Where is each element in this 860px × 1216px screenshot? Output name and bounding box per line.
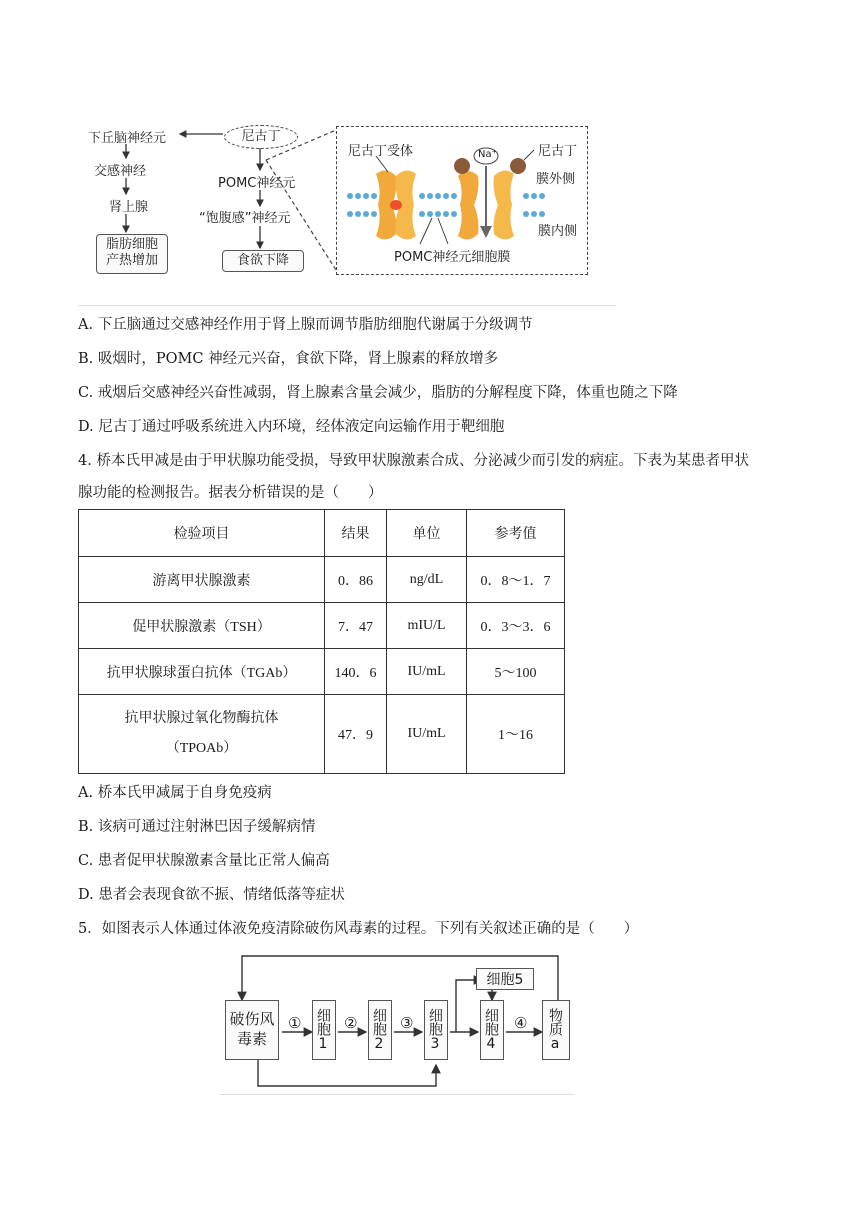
cell-item: 游离甲状腺激素 bbox=[79, 557, 325, 603]
cell-item: 促甲状腺激素（TSH） bbox=[79, 603, 325, 649]
q4-option-c: C. 患者促甲状腺激素含量比正常人偏高 bbox=[78, 853, 330, 869]
header-unit: 单位 bbox=[387, 510, 467, 557]
header-item: 检验项目 bbox=[79, 510, 325, 557]
table-row bbox=[79, 695, 565, 774]
diagram-divider bbox=[220, 1094, 574, 1095]
q3-option-b: B. 吸烟时，POMC 神经元兴奋，食欲下降，肾上腺素的释放增多 bbox=[78, 351, 499, 367]
q5-stem: 5．如图表示人体通过体液免疫清除破伤风毒素的过程。下列有关叙述正确的是（ ） bbox=[78, 921, 639, 937]
table-header-row bbox=[79, 510, 565, 557]
cell-unit: ng/dL bbox=[387, 557, 467, 603]
step-2-label: ② bbox=[344, 1014, 358, 1032]
header-result: 结果 bbox=[325, 510, 387, 557]
header-reference: 参考值 bbox=[467, 510, 565, 557]
cell-unit: IU/mL bbox=[387, 695, 467, 774]
step-4-label: ④ bbox=[514, 1014, 528, 1032]
cell-item-line2: （TPOAb） bbox=[165, 741, 238, 756]
pathway-arrows bbox=[80, 120, 340, 280]
sodium-ion-label: Na⁺ bbox=[478, 149, 497, 160]
substance-a-box: 物质a bbox=[542, 1000, 570, 1060]
cell-reference: 0．8～1．7 bbox=[467, 557, 565, 603]
thyroid-report-table bbox=[78, 509, 565, 774]
sympathetic-nerve-label: 交感神经 bbox=[94, 164, 147, 179]
q4-option-d: D. 患者会表现食欲不振、情绪低落等症状 bbox=[78, 887, 345, 903]
cell-item bbox=[79, 695, 325, 774]
step-3-label: ③ bbox=[400, 1014, 414, 1032]
hypothalamus-neuron-label: 下丘脑神经元 bbox=[88, 131, 167, 146]
step-1-label: ① bbox=[288, 1014, 302, 1032]
table-row bbox=[79, 603, 565, 649]
q4-option-b: B. 该病可通过注射淋巴因子缓解病情 bbox=[78, 819, 316, 835]
cell-4-box: 细胞4 bbox=[480, 1000, 504, 1060]
q4-stem-line1: 4. 桥本氏甲减是由于甲状腺功能受损，导致甲状腺激素合成、分泌减少而引发的病症。下表为某患者甲状 bbox=[78, 453, 749, 469]
cell-5-box: 细胞5 bbox=[476, 968, 534, 990]
pomc-neuron-label: POMC神经元 bbox=[218, 176, 296, 191]
cell-3-box: 细胞3 bbox=[424, 1000, 448, 1060]
table-row bbox=[79, 649, 565, 695]
q4-option-a: A. 桥本氏甲减属于自身免疫病 bbox=[78, 785, 272, 801]
fat-cell-line1: 脂肪细胞 bbox=[105, 237, 158, 252]
q3-option-c: C. 戒烟后交感神经兴奋性减弱，肾上腺素含量会减少，脂肪的分解程度下降，体重也随之下降 bbox=[78, 385, 678, 401]
fat-cell-line2: 产热增加 bbox=[105, 253, 158, 268]
cell-result: 7．47 bbox=[325, 603, 387, 649]
q4-stem-line2: 腺功能的检测报告。据表分析错误的是（ ） bbox=[78, 485, 383, 501]
cell-reference: 0．3～3．6 bbox=[467, 603, 565, 649]
q3-option-d: D. 尼古丁通过呼吸系统进入内环境，经体液定向运输作用于靶细胞 bbox=[78, 419, 505, 435]
q3-option-a: A. 下丘脑通过交感神经作用于肾上腺而调节脂肪细胞代谢属于分级调节 bbox=[78, 317, 533, 333]
cell-item-line1: 抗甲状腺过氧化物酶抗体 bbox=[124, 711, 279, 726]
figure-divider bbox=[78, 305, 616, 306]
toxin-box: 破伤风毒素 bbox=[225, 1000, 279, 1060]
satiety-neuron-label: “饱腹感”神经元 bbox=[199, 211, 291, 226]
cell-result: 47．9 bbox=[325, 695, 387, 774]
pomc-membrane-label: POMC神经元细胞膜 bbox=[394, 250, 511, 265]
membrane-inside-label: 膜内侧 bbox=[538, 224, 578, 239]
membrane-outside-label: 膜外侧 bbox=[536, 172, 576, 187]
inset-nicotine-label: 尼古丁 bbox=[538, 144, 578, 159]
cell-unit: mIU/L bbox=[387, 603, 467, 649]
cell-item: 抗甲状腺球蛋白抗体（TGAb） bbox=[79, 649, 325, 695]
cell-2-box: 细胞2 bbox=[368, 1000, 392, 1060]
cell-result: 0．86 bbox=[325, 557, 387, 603]
table-row bbox=[79, 557, 565, 603]
adrenal-gland-label: 肾上腺 bbox=[109, 200, 149, 215]
cell-reference: 5～100 bbox=[467, 649, 565, 695]
cell-1-box: 细胞1 bbox=[312, 1000, 336, 1060]
cell-reference: 1～16 bbox=[467, 695, 565, 774]
nicotine-oval: 尼古丁 bbox=[224, 125, 298, 149]
cell-unit: IU/mL bbox=[387, 649, 467, 695]
nicotine-receptor-label: 尼古丁受体 bbox=[348, 144, 414, 159]
cell-result: 140．6 bbox=[325, 649, 387, 695]
appetite-decrease-box: 食欲下降 bbox=[222, 250, 304, 272]
